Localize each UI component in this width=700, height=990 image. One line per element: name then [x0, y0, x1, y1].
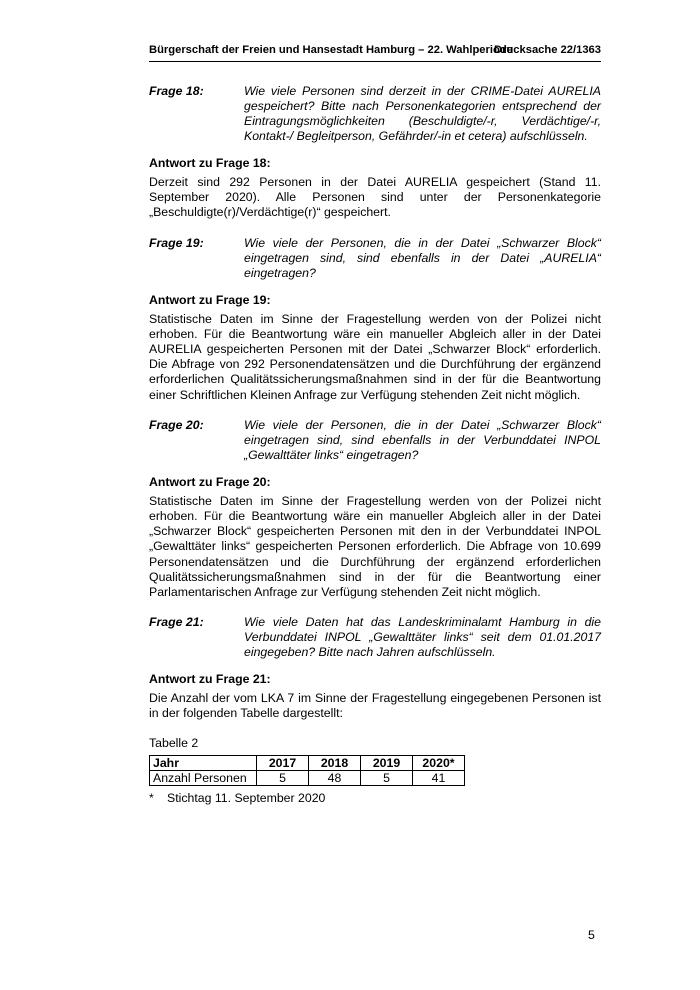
- table-row-label: Anzahl Personen: [150, 770, 257, 785]
- question-text: Wie viele der Personen, die in der Datei „Schwarzer Block“ eingetragen sind, sind ebenfalls in der Verbunddatei INPOL „Gewalttäter links“ eingetragen?: [244, 417, 601, 462]
- footnote-text: Stichtag 11. September 2020: [167, 790, 326, 805]
- question-label: Frage 19:: [149, 235, 204, 250]
- question-text: Wie viele Daten hat das Landeskriminalamt Hamburg in die Verbunddatei INPOL „Gewalttäter links“ seit dem 01.01.2017 eingegeben? Bitte nach Jahren aufschlüsseln.: [244, 615, 601, 660]
- footnote-mark: *: [149, 790, 154, 805]
- answer-text-18: Derzeit sind 292 Personen in der Datei AURELIA gespeichert (Stand 11. September 2020). Alle Personen sind unter der Personenkategorie „Beschuldigte(r)/Verdächtige(r)“ gespeichert.: [149, 175, 601, 220]
- answer-heading-19: Antwort zu Frage 19:: [149, 292, 271, 307]
- table-footnote: [149, 791, 601, 806]
- question-20: [149, 418, 601, 463]
- table-header-cell: 2019: [361, 755, 413, 770]
- table-header-cell: 2018: [309, 755, 361, 770]
- page-number: 5: [588, 928, 595, 942]
- document-number: Drucksache 22/1363: [494, 44, 601, 56]
- data-table: [149, 755, 465, 786]
- question-21: [149, 615, 601, 660]
- table-caption: Tabelle 2: [149, 735, 199, 750]
- table-cell: 41: [413, 770, 465, 785]
- main-content: [149, 84, 601, 806]
- table-row: [150, 770, 465, 785]
- table-cell: 5: [361, 770, 413, 785]
- question-label: Frage 20:: [149, 417, 204, 432]
- question-label: Frage 21:: [149, 615, 204, 630]
- table-cell: 5: [257, 770, 309, 785]
- page-header: [149, 41, 601, 62]
- answer-text-21: Die Anzahl der vom LKA 7 im Sinne der Fragestellung eingegebenen Personen ist in der folgenden Tabelle dargestellt:: [149, 691, 601, 721]
- question-text: Wie viele der Personen, die in der Datei „Schwarzer Block“ eingetragen sind, sind ebenfalls in der Datei „AURELIA“ eingetragen?: [244, 235, 601, 280]
- answer-text-19: Statistische Daten im Sinne der Fragestellung werden von der Polizei nicht erhoben. Für die Beantwortung wäre ein manueller Abgleich aller in der Datei AURELIA gespeicherten Personen mit der Datei „Schwarzer Block“ erforderlich. Die Abfrage von 292 Personendatensätzen und die Durchführung der ergänzend erforderlichen Qualitätssicherungsmaßnahmen sind in der für die Beantwortung einer Schriftlichen Kleinen Anfrage zur Verfügung stehenden Zeit nicht möglich.: [149, 311, 601, 402]
- header-title: Bürgerschaft der Freien und Hansestadt Hamburg – 22. Wahlperiode: [149, 44, 513, 56]
- question-text: Wie viele Personen sind derzeit in der CRIME-Datei AURELIA gespeichert? Bitte nach Personenkategorien entsprechend der Eintragungsmöglichkeiten (Beschuldigte/-r, Verdächtige/-r, Kontakt-/ Begleitperson, Gefährder/-in et cetera) aufschlüsseln.: [244, 84, 601, 143]
- answer-heading-21: Antwort zu Frage 21:: [149, 672, 271, 687]
- answer-heading-20: Antwort zu Frage 20:: [149, 474, 271, 489]
- table-header-cell: Jahr: [150, 755, 257, 770]
- answer-text-20: Statistische Daten im Sinne der Fragestellung werden von der Polizei nicht erhoben. Für die Beantwortung wäre ein manueller Abgleich aller in der Datei „Schwarzer Block“ gespeicherten Personen mit den in der Verbunddatei INPOL „Gewalttäter links“ gespeicherten Personen erforderlich. Die Abfrage von 10.699 Personendatensätzen und die Durchführung der ergänzend erforderlichen Qualitätssicherungsmaßnahmen sind in der für die Beantwortung einer Parlamentarischen Anfrage zur Verfügung stehenden Zeit nicht möglich.: [149, 493, 601, 600]
- table-header-cell: 2020*: [413, 755, 465, 770]
- table-header-row: [150, 755, 465, 770]
- table-header-cell: 2017: [257, 755, 309, 770]
- table-cell: 48: [309, 770, 361, 785]
- question-label: Frage 18:: [149, 84, 204, 98]
- question-19: [149, 236, 601, 281]
- question-18: [149, 84, 601, 144]
- answer-heading-18: Antwort zu Frage 18:: [149, 156, 271, 170]
